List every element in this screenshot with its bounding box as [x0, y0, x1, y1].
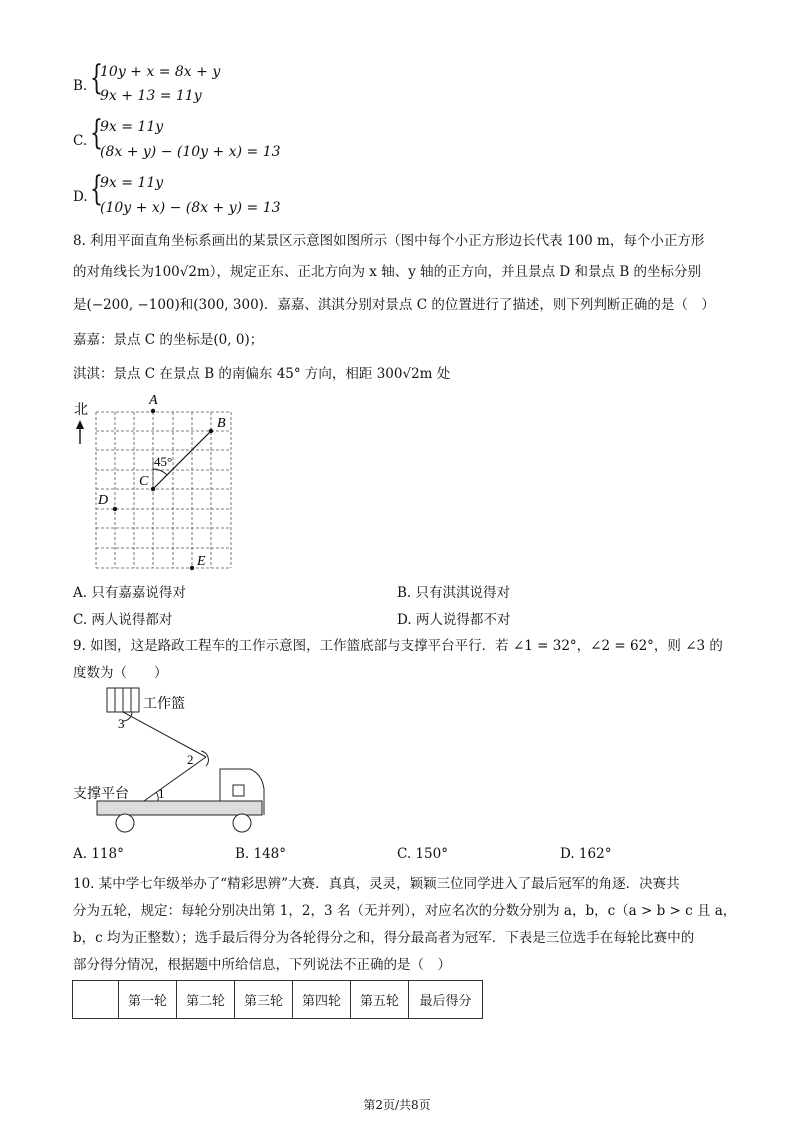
q8-qiqi-statement: 淇淇：景点 C 在景点 B 的南偏东 45° 方向，相距 300√2m 处 [73, 366, 451, 382]
brace-icon: { [90, 169, 103, 209]
support-platform-label: 支撑平台 [73, 786, 129, 802]
q9-option-b: B. 148° [235, 846, 287, 862]
q9-option-d: D. 162° [560, 846, 612, 862]
north-label: 北 [74, 402, 88, 418]
q8-jiajia-statement: 嘉嘉：景点 C 的坐标是(0, 0)； [73, 332, 264, 348]
wheel-right [233, 814, 251, 832]
angle-2-label: 2 [187, 752, 194, 767]
q9-line-1: 9. 如图，这是路政工程车的工作示意图，工作篮底部与支撑平台平行．若 ∠1 = 32°，∠2 = 62°，则 ∠3 的 [73, 638, 723, 654]
q8-option-a: A. 只有嘉嘉说得对 [73, 585, 186, 601]
q9-option-c: C. 150° [397, 846, 448, 862]
q8-line-3: 是(−200, −100)和(300, 300)．嘉嘉、淇淇分别对景点 C 的位置进行了描述，则下列判断正确的是（ ） [73, 297, 715, 313]
brace-icon: { [90, 58, 103, 98]
table-header-cell [73, 981, 119, 1019]
point-c [151, 487, 155, 491]
grid-lines [96, 412, 231, 568]
angle-arc [153, 469, 167, 475]
angle-3-label: 3 [118, 716, 125, 731]
support-platform [97, 801, 262, 815]
q8-coordinate-grid-figure [70, 392, 250, 572]
table-header-cell: 第一轮 [119, 981, 177, 1019]
label-a: A [149, 393, 158, 408]
q10-line-3: b，c 均为正整数）；选手最后得分为各轮得分之和，得分最高者为冠军．下表是三位选手在每轮比赛中的 [73, 930, 695, 946]
work-basket-label: 工作篮 [143, 696, 185, 712]
q8-option-c: C. 两人说得都对 [73, 612, 173, 628]
brace-icon: { [90, 113, 103, 153]
q10-line-4: 部分得分情况，根据题中所给信息，下列说法不正确的是（ ） [73, 957, 451, 973]
label-d: D [98, 493, 109, 508]
point-d [113, 507, 117, 511]
angle-label-45: 45° [154, 454, 173, 469]
table-header-cell: 第三轮 [235, 981, 293, 1019]
label-b: B [217, 416, 226, 431]
q8-line-1: 8. 利用平面直角坐标系画出的某景区示意图如图所示（图中每个小正方形边长代表 100 m，每个小正方形 [73, 233, 705, 249]
q9-line-2: 度数为（ ） [73, 665, 168, 681]
point-e [190, 566, 194, 570]
table-header-cell: 第二轮 [177, 981, 235, 1019]
q8-option-d: D. 两人说得都不对 [397, 612, 511, 628]
wheel-left [116, 814, 134, 832]
table-header-row [73, 981, 483, 1019]
q7-option-c-label: C. [73, 133, 88, 149]
q7-option-b-eq1: 10y + x = 8x + y [100, 64, 221, 80]
q8-option-b: B. 只有淇淇说得对 [397, 585, 511, 601]
q7-option-d-eq2: (10y + x) − (8x + y) = 13 [100, 200, 281, 216]
q8-line-2: 的对角线长为100√2m），规定正东、正北方向为 x 轴、y 轴的正方向，并且景点 D 和景点 B 的坐标分别 [73, 264, 702, 280]
lower-arm [144, 757, 206, 801]
q7-option-d-label: D. [73, 189, 88, 205]
table-header-cell: 第四轮 [293, 981, 351, 1019]
angle-1-label: 1 [158, 786, 165, 801]
point-a [151, 409, 155, 413]
label-c: C [139, 474, 149, 489]
q7-option-b-eq2: 9x + 13 = 11y [100, 88, 202, 104]
q7-option-c-eq2: (8x + y) − (10y + x) = 13 [100, 144, 281, 160]
upper-arm [123, 712, 206, 757]
q9-truck-figure [70, 684, 280, 836]
q7-option-d-eq1: 9x = 11y [100, 175, 164, 191]
label-e: E [197, 554, 206, 569]
q10-line-1: 10. 某中学七年级举办了“精彩思辨”大赛．真真，灵灵，颖颖三位同学进入了最后冠军的角逐．决赛共 [73, 876, 680, 892]
table-header-cell: 最后得分 [409, 981, 483, 1019]
page-footer: 第2页/共8页 [363, 1098, 431, 1112]
table-header-cell: 第五轮 [351, 981, 409, 1019]
point-b [209, 429, 213, 433]
q7-option-c-eq1: 9x = 11y [100, 119, 164, 135]
q7-option-b-label: B. [73, 78, 88, 94]
q10-line-2: 分为五轮，规定：每轮分别决出第 1，2，3 名（无并列），对应名次的分数分别为 a，b，c（a > b > c 且 a， [73, 903, 737, 919]
q9-option-a: A. 118° [73, 846, 124, 862]
north-arrowhead-icon [76, 420, 84, 429]
cab-window [233, 785, 244, 796]
q10-score-table [72, 980, 483, 1019]
